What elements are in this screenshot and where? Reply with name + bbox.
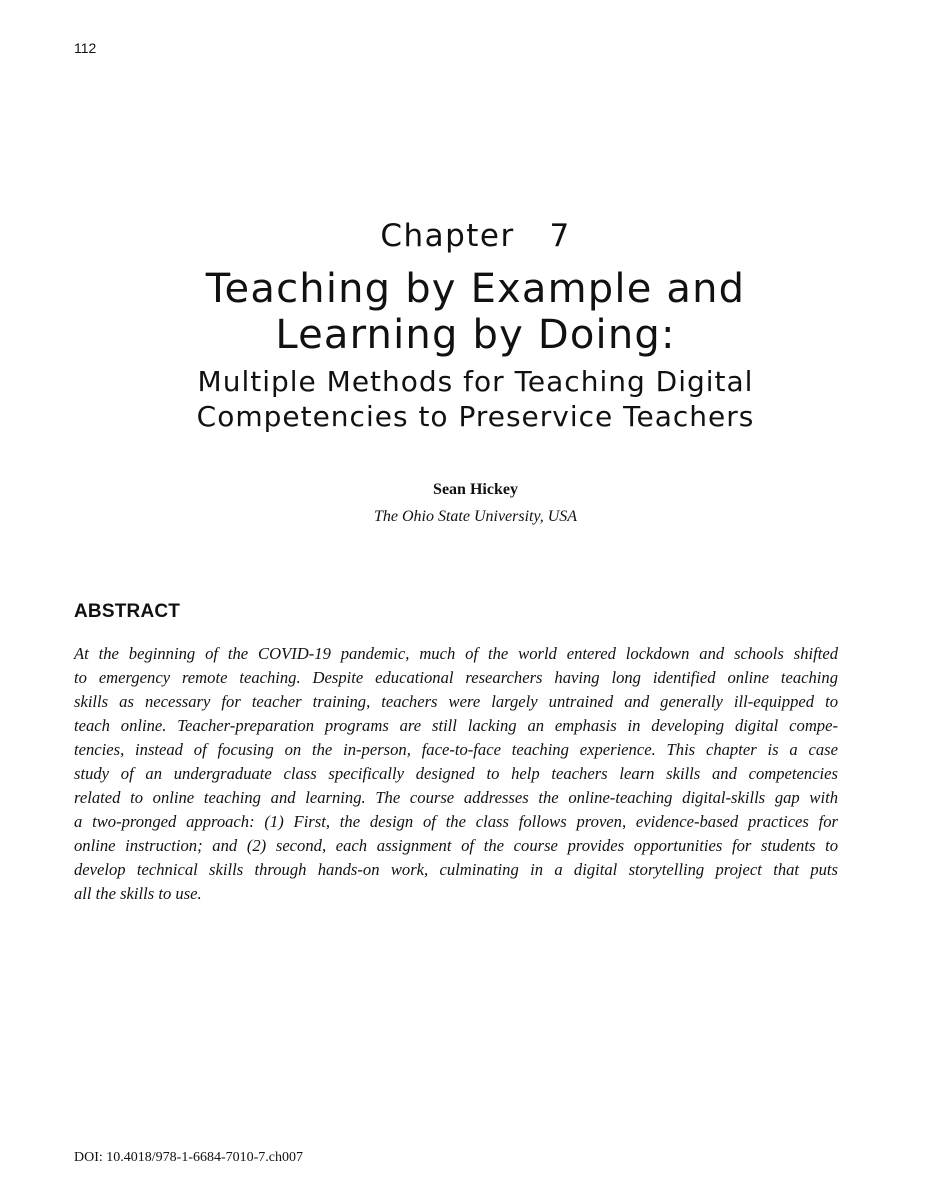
doi-footer: DOI: 10.4018/978-1-6684-7010-7.ch007 bbox=[74, 1150, 304, 1165]
chapter-label: Chapter 7 bbox=[380, 218, 571, 254]
abstract-line: develop technical skills through hands-on work, culminating in a digital storytelling project that puts bbox=[74, 860, 838, 879]
abstract-line: to emergency remote teaching. Despite educational researchers having long identified online teaching bbox=[74, 668, 838, 687]
author-name: Sean Hickey bbox=[433, 481, 518, 498]
abstract-line: related to online teaching and learning. The course addresses the online-teaching digital-skills gap with bbox=[74, 788, 838, 807]
page-number: 112 bbox=[74, 40, 97, 56]
abstract-line: study of an undergraduate class specifically designed to help teachers learn skills and competencies bbox=[74, 764, 838, 783]
author-affiliation: The Ohio State University, USA bbox=[373, 508, 578, 525]
abstract-line: teach online. Teacher-preparation programs are still lacking an emphasis in developing digital compe- bbox=[74, 716, 838, 735]
abstract-line: all the skills to use. bbox=[74, 884, 202, 903]
abstract-line: tencies, instead of focusing on the in-person, face-to-face teaching experience. This chapter is a case bbox=[74, 740, 838, 759]
chapter-subtitle-line: Multiple Methods for Teaching Digital bbox=[197, 365, 754, 398]
abstract-line: skills as necessary for teacher training, teachers were largely untrained and generally ill-equipped to bbox=[74, 692, 838, 711]
abstract-heading: ABSTRACT bbox=[74, 601, 181, 622]
chapter-title-line: Learning by Doing: bbox=[275, 312, 676, 358]
chapter-subtitle bbox=[0, 364, 951, 434]
chapter-title bbox=[0, 266, 951, 358]
abstract-line: At the beginning of the COVID-19 pandemic, much of the world entered lockdown and schools shifted bbox=[74, 644, 838, 663]
chapter-subtitle-line: Competencies to Preservice Teachers bbox=[196, 400, 755, 433]
abstract-body bbox=[74, 642, 838, 906]
abstract-line: online instruction; and (2) second, each assignment of the course provides opportunities for students to bbox=[74, 836, 838, 855]
abstract-line: a two-pronged approach: (1) First, the design of the class follows proven, evidence-based practices for bbox=[74, 812, 838, 831]
chapter-title-line: Teaching by Example and bbox=[205, 266, 746, 312]
